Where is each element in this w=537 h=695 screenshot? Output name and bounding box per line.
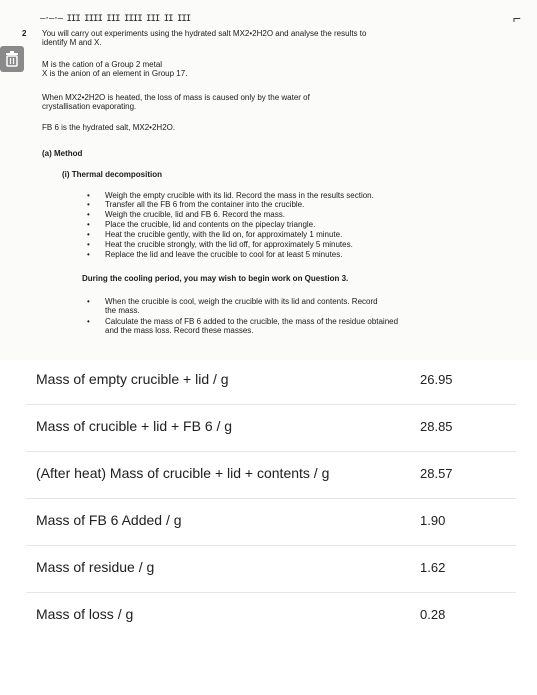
question-number: 2 bbox=[22, 29, 27, 38]
step-6: Heat the crucible strongly, with the lid off, for approximately 5 minutes. bbox=[105, 240, 353, 249]
corner-mark: ⌐ bbox=[512, 10, 521, 26]
scanned-question-image: —·—·— III IIII III IIII III II III ⌐ 2 You will carry out experiments using the hydrated salt MX2•2H2O and analyse the results to identify M and X. M is the cation of a Group 2 metal X is the anion of an element in Group 17. When MX2•2H2O is heated, the loss of mass is caused only by the water of crystallisation evaporating. FB 6 is the hydrated salt, MX2•2H2O. (a) Method (i) Thermal decomposition • Weigh the empty crucible with its lid. Record the mass in the results section. • Transfer all the FB 6 from the container into the crucible. • Weigh the crucible, lid and FB 6. Record the mass. • Place the crucible, lid and contents on the pipeclay triangle. • Heat the crucible gently, with the lid on, for approximately 1 minute. • Heat the crucible strongly, with the lid off, for approximately 5 minutes. • Replace the lid and leave the crucible to cool for at least 5 minutes. During the cooling period, you may wish to begin work on Question 3. • When the crucible is cool, weigh the crucible with its lid and contents. Record the mass. • Calculate the mass of FB 6 added to the crucible, the mass of the residue obtained and the mass loss. Record these masses. bbox=[0, 0, 537, 360]
row-divider bbox=[26, 592, 516, 593]
result-label-loss: Mass of loss / g bbox=[36, 606, 134, 622]
result-label-residue: Mass of residue / g bbox=[36, 559, 155, 575]
after-step-2b: and the mass loss. Record these masses. bbox=[105, 326, 254, 335]
after-step-1b: the mass. bbox=[105, 306, 140, 315]
x-definition: X is the anion of an element in Group 17. bbox=[42, 69, 188, 78]
heat-line-1: When MX2•2H2O is heated, the loss of mass is caused only by the water of bbox=[42, 93, 310, 102]
step-4: Place the crucible, lid and contents on the pipeclay triangle. bbox=[105, 220, 316, 229]
row-divider bbox=[26, 498, 516, 499]
method-heading: (a) Method bbox=[42, 149, 83, 158]
result-label-crucible-fb6: Mass of crucible + lid + FB 6 / g bbox=[36, 418, 233, 434]
step-3: Weigh the crucible, lid and FB 6. Record the mass. bbox=[105, 210, 285, 219]
intro-line-1: You will carry out experiments using the hydrated salt MX2•2H2O and analyse the results to bbox=[42, 29, 367, 38]
result-value-residue: 1.62 bbox=[420, 560, 446, 575]
result-value-after-heat: 28.57 bbox=[420, 466, 453, 481]
step-7: Replace the lid and leave the crucible to cool for at least 5 minutes. bbox=[105, 250, 343, 259]
heat-line-2: crystallisation evaporating. bbox=[42, 102, 137, 111]
result-label-after-heat: (After heat) Mass of crucible + lid + contents / g bbox=[36, 465, 330, 481]
row-divider bbox=[26, 545, 516, 546]
after-step-2a: Calculate the mass of FB 6 added to the crucible, the mass of the residue obtained bbox=[105, 317, 399, 326]
fb6-definition: FB 6 is the hydrated salt, MX2•2H2O. bbox=[42, 123, 176, 132]
delete-button[interactable] bbox=[0, 46, 24, 72]
thermal-decomposition-heading: (i) Thermal decomposition bbox=[62, 170, 163, 179]
after-step-1a: When the crucible is cool, weigh the crucible with its lid and contents. Record bbox=[105, 297, 378, 306]
result-value-loss: 0.28 bbox=[420, 607, 446, 622]
m-definition: M is the cation of a Group 2 metal bbox=[42, 60, 163, 69]
result-value-fb6-added: 1.90 bbox=[420, 513, 446, 528]
result-label-empty-crucible: Mass of empty crucible + lid / g bbox=[36, 371, 229, 387]
row-divider bbox=[26, 451, 516, 452]
row-divider bbox=[26, 404, 516, 405]
step-2: Transfer all the FB 6 from the container into the crucible. bbox=[105, 200, 305, 209]
result-value-crucible-fb6: 28.85 bbox=[420, 419, 453, 434]
result-label-fb6-added: Mass of FB 6 Added / g bbox=[36, 512, 182, 528]
step-5: Heat the crucible gently, with the lid on, for approximately 1 minute. bbox=[105, 230, 343, 239]
cooling-note: During the cooling period, you may wish to begin work on Question 3. bbox=[82, 274, 349, 283]
trash-icon bbox=[5, 51, 19, 67]
barcode: —·—·— III IIII III IIII III II III bbox=[40, 14, 191, 24]
result-value-empty-crucible: 26.95 bbox=[420, 372, 453, 387]
step-1: Weigh the empty crucible with its lid. Record the mass in the results section. bbox=[105, 191, 374, 200]
intro-line-2: identify M and X. bbox=[42, 38, 102, 47]
